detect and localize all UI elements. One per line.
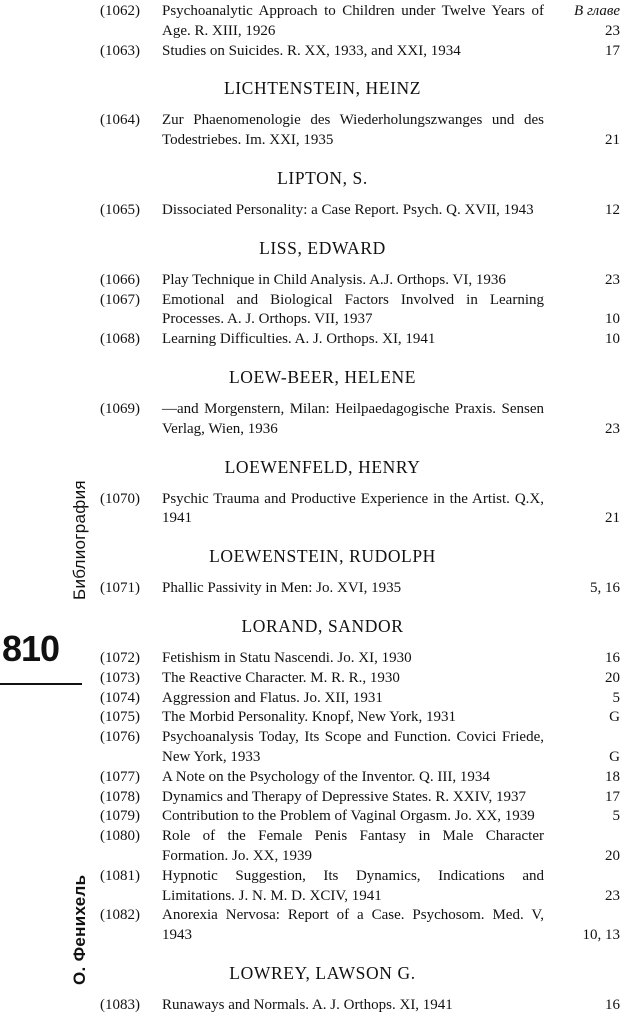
bibliography-entry xyxy=(100,906,620,946)
entry-number: (1066) xyxy=(100,271,140,291)
entry-page: 20 xyxy=(605,669,620,689)
bibliography-entry xyxy=(100,788,620,808)
entry-page: 23 xyxy=(605,22,620,42)
entry-text: Phallic Passivity in Men: Jo. XVI, 1935 xyxy=(162,579,544,599)
entry-text: —and Morgenstern, Milan: Heilpaedagogische Praxis. Sensen Verlag, Wien, 1936 xyxy=(162,400,544,440)
entry-text: Emotional and Biological Factors Involved in Learning Processes. A. J. Orthops. VII, 1937 xyxy=(162,291,544,331)
entry-text: Psychoanalysis Today, Its Scope and Function. Covici Friede, New York, 1933 xyxy=(162,728,544,768)
author-heading: LOWREY, LAWSON G. xyxy=(100,946,545,996)
entry-text: Role of the Female Penis Fantasy in Male Character Formation. Jo. XX, 1939 xyxy=(162,827,544,867)
entry-text: The Morbid Personality. Knopf, New York, 1931 xyxy=(162,708,544,728)
page-number-rule xyxy=(0,683,82,685)
entry-text: Play Technique in Child Analysis. A.J. Orthops. VI, 1936 xyxy=(162,271,544,291)
entry-text: Dissociated Personality: a Case Report. Psych. Q. XVII, 1943 xyxy=(162,201,544,221)
entry-page: 21 xyxy=(605,509,620,529)
entry-page: 12 xyxy=(605,201,620,221)
entry-number: (1083) xyxy=(100,996,140,1016)
bibliography-entry xyxy=(100,2,620,42)
entry-page: 18 xyxy=(605,768,620,788)
bibliography-entry xyxy=(100,996,620,1016)
bibliography-entry xyxy=(100,42,620,62)
entry-number: (1071) xyxy=(100,579,140,599)
author-heading: LIPTON, S. xyxy=(100,151,545,201)
entry-number: (1075) xyxy=(100,708,140,728)
author-heading: LICHTENSTEIN, HEINZ xyxy=(100,61,545,111)
entry-text: Contribution to the Problem of Vaginal Orgasm. Jo. XX, 1939 xyxy=(162,807,544,827)
bibliography-entry xyxy=(100,649,620,669)
entry-text: Psychoanalytic Approach to Children under Twelve Years of Age. R. XIII, 1926 xyxy=(162,2,544,42)
entry-page: 23 xyxy=(605,420,620,440)
entry-number: (1063) xyxy=(100,42,140,62)
entry-number: (1069) xyxy=(100,400,140,420)
bibliography-entry xyxy=(100,111,620,151)
running-author: О. Фенихель xyxy=(70,875,90,985)
entry-number: (1072) xyxy=(100,649,140,669)
entry-number: (1081) xyxy=(100,867,140,887)
entry-number: (1079) xyxy=(100,807,140,827)
entry-page: 17 xyxy=(605,42,620,62)
entry-page: 23 xyxy=(605,271,620,291)
entry-number: (1064) xyxy=(100,111,140,131)
bibliography-entry xyxy=(100,867,620,907)
entry-text: The Reactive Character. M. R. R., 1930 xyxy=(162,669,544,689)
entry-text: Studies on Suicides. R. XX, 1933, and XXI, 1934 xyxy=(162,42,544,62)
bibliography-entry xyxy=(100,330,620,350)
bibliography-entry xyxy=(100,708,620,728)
entry-page: 17 xyxy=(605,788,620,808)
author-heading: LISS, EDWARD xyxy=(100,221,545,271)
entry-page: 5, 16 xyxy=(590,579,620,599)
entry-text: Psychic Trauma and Productive Experience in the Artist. Q.X, 1941 xyxy=(162,490,544,530)
bibliography-entry xyxy=(100,579,620,599)
entry-page: G xyxy=(609,708,620,728)
entry-text: Dynamics and Therapy of Depressive States. R. XXIV, 1937 xyxy=(162,788,544,808)
author-heading: LOEWENSTEIN, RUDOLPH xyxy=(100,529,545,579)
entry-text: Zur Phaenomenologie des Wiederholungszwanges und des Todestriebes. Im. XXI, 1935 xyxy=(162,111,544,151)
page-column-header: В главе xyxy=(574,2,620,22)
entry-text: A Note on the Psychology of the Inventor. Q. III, 1934 xyxy=(162,768,544,788)
entry-page: 16 xyxy=(605,649,620,669)
entry-number: (1065) xyxy=(100,201,140,221)
entry-page: G xyxy=(609,748,620,768)
entry-number: (1077) xyxy=(100,768,140,788)
entry-number: (1078) xyxy=(100,788,140,808)
entry-page: 10, 13 xyxy=(583,926,620,946)
bibliography-entry xyxy=(100,807,620,827)
bibliography-entry xyxy=(100,827,620,867)
author-heading: LOEWENFELD, HENRY xyxy=(100,440,545,490)
entry-number: (1068) xyxy=(100,330,140,350)
entry-text: Aggression and Flatus. Jo. XII, 1931 xyxy=(162,689,544,709)
entry-text: Learning Difficulties. A. J. Orthops. XI, 1941 xyxy=(162,330,544,350)
entry-text: Anorexia Nervosa: Report of a Case. Psychosom. Med. V, 1943 xyxy=(162,906,544,946)
author-sections xyxy=(100,61,620,1015)
entry-number: (1067) xyxy=(100,291,140,311)
entry-text: Fetishism in Statu Nascendi. Jo. XI, 1930 xyxy=(162,649,544,669)
page-number: 810 xyxy=(2,628,82,670)
entry-page: 20 xyxy=(605,847,620,867)
bibliography-entry xyxy=(100,768,620,788)
entry-text: Hypnotic Suggestion, Its Dynamics, Indications and Limitations. J. N. M. D. XCIV, 1941 xyxy=(162,867,544,907)
author-heading: LORAND, SANDOR xyxy=(100,599,545,649)
entry-page: 21 xyxy=(605,131,620,151)
entry-number: (1062) xyxy=(100,2,140,22)
bibliography-entry xyxy=(100,728,620,768)
bibliography-entry xyxy=(100,271,620,291)
entry-number: (1080) xyxy=(100,827,140,847)
bibliography-column xyxy=(100,2,620,1016)
bibliography-entry xyxy=(100,490,620,530)
entry-page: 5 xyxy=(613,807,620,827)
entry-number: (1076) xyxy=(100,728,140,748)
page-margin xyxy=(0,0,95,993)
bibliography-entry xyxy=(100,400,620,440)
author-heading: LOEW-BEER, HELENE xyxy=(100,350,545,400)
entry-number: (1073) xyxy=(100,669,140,689)
entry-number: (1082) xyxy=(100,906,140,926)
running-title: Библиография xyxy=(70,480,90,600)
bibliography-entry xyxy=(100,669,620,689)
entry-number: (1070) xyxy=(100,490,140,510)
entry-number: (1074) xyxy=(100,689,140,709)
entry-text: Runaways and Normals. A. J. Orthops. XI, 1941 xyxy=(162,996,544,1016)
entry-page: 10 xyxy=(605,330,620,350)
entry-page: 10 xyxy=(605,310,620,330)
entry-page: 16 xyxy=(605,996,620,1016)
entry-page: 5 xyxy=(613,689,620,709)
bibliography-entry xyxy=(100,291,620,331)
bibliography-entry xyxy=(100,201,620,221)
bibliography-entry xyxy=(100,689,620,709)
entry-page: 23 xyxy=(605,887,620,907)
